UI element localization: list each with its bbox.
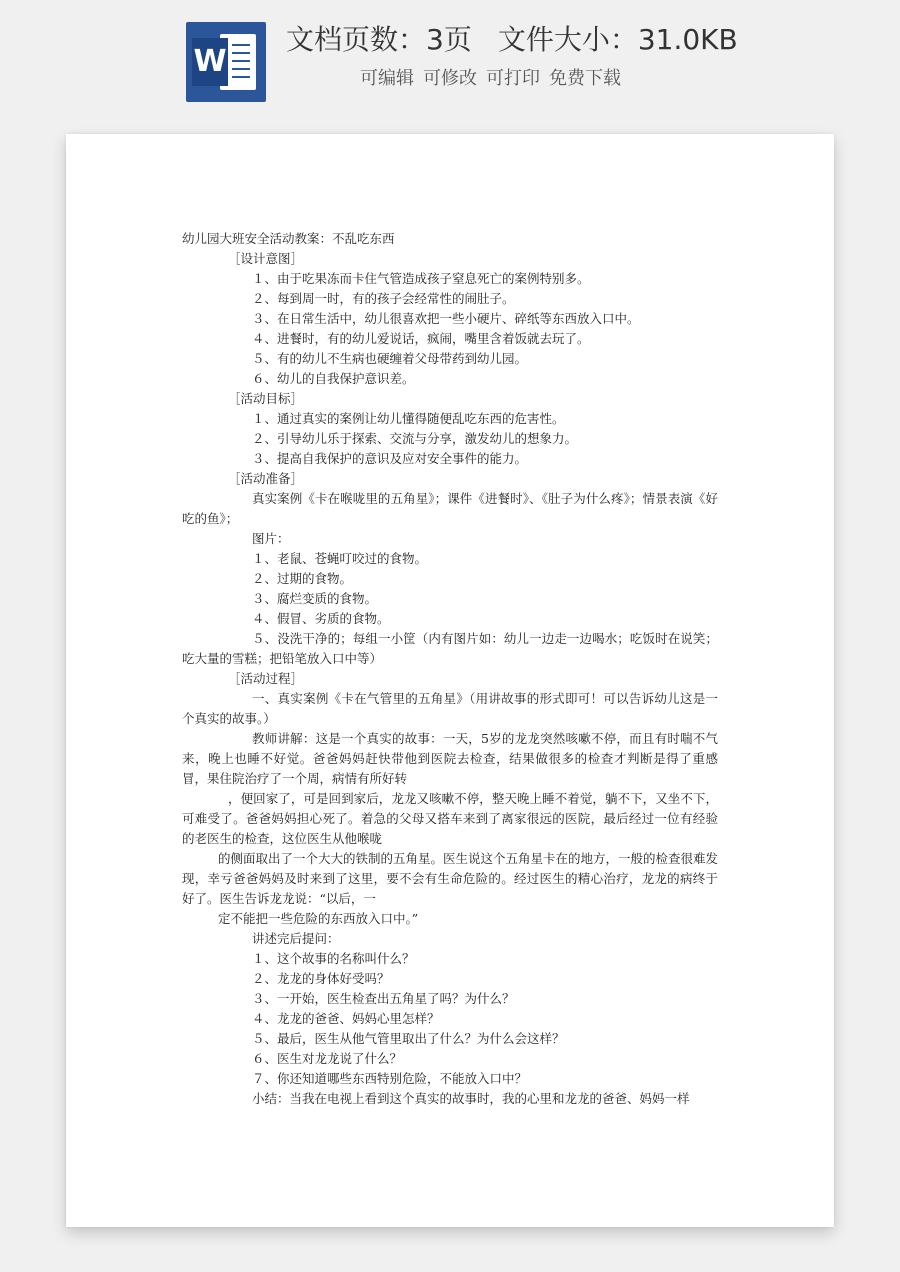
section-heading-goals: ［活动目标］	[228, 391, 304, 406]
list-item: １、由于吃果冻而卡住气管造成孩子窒息死亡的案例特别多。	[252, 271, 590, 286]
page-count: 文档页数：3页	[286, 23, 472, 56]
feature-printable: 可打印	[486, 68, 540, 89]
question-item: ３、一开始，医生检查出五角星了吗？为什么？	[252, 991, 515, 1006]
section-heading-process: ［活动过程］	[228, 671, 304, 686]
summary-paragraph: 小结：当我在电视上看到这个真实的故事时，我的心里和龙龙的爸爸、妈妈一样	[252, 1091, 690, 1106]
feature-list	[360, 67, 780, 91]
list-item: ３、腐烂变质的食物。	[252, 591, 378, 606]
story-paragraph: 的侧面取出了一个大大的铁制的五角星。医生说这个五角星卡在的地方，一般的检查很难发现，幸亏爸爸妈妈及时来到了这里，要不会有生命危险的。经过医生的精心治疗，龙龙的病终于好了。医生告诉龙龙说：“以后，一	[182, 851, 718, 906]
question-item: １、这个故事的名称叫什么？	[252, 951, 415, 966]
file-info	[286, 22, 786, 58]
list-item: ５、有的幼儿不生病也硬缠着父母带药到幼儿园。	[252, 351, 528, 366]
question-item: ７、你还知道哪些东西特别危险，不能放入口中？	[252, 1071, 528, 1086]
list-item: ３、提高自我保护的意识及应对安全事件的能力。	[252, 451, 528, 466]
teacher-explanation-paragraph: 教师讲解：这是一个真实的故事：一天，5岁的龙龙突然咳嗽不停，而且有时喘不气来，晚上也睡不好觉。爸爸妈妈赶快带他到医院去检查，结果做很多的检查才判断是得了重感冒，果住院治疗了一个周，病情有所好转	[182, 731, 718, 786]
list-item: ４、进餐时，有的幼儿爱说话，疯闹，嘴里含着饭就去玩了。	[252, 331, 590, 346]
section-heading-preparation: ［活动准备］	[228, 471, 304, 486]
document-page	[66, 134, 834, 1227]
list-item: １、老鼠、苍蝇叮咬过的食物。	[252, 551, 428, 566]
list-item: ６、幼儿的自我保护意识差。	[252, 371, 415, 386]
document-title: 幼儿园大班安全活动教案：不乱吃东西	[182, 231, 395, 246]
download-banner	[0, 0, 900, 125]
list-item: ２、每到周一时，有的孩子会经常性的闹肚子。	[252, 291, 515, 306]
question-intro: 讲述完后提问：	[252, 931, 340, 946]
word-document-icon	[186, 22, 266, 102]
list-item: ２、引导幼儿乐于探索、交流与分享，激发幼儿的想象力。	[252, 431, 578, 446]
feature-modifiable: 可修改	[423, 68, 477, 89]
list-item: ３、在日常生活中，幼儿很喜欢把一些小硬片、碎纸等东西放入口中。	[252, 311, 640, 326]
list-item: ２、过期的食物。	[252, 571, 353, 586]
question-item: ２、龙龙的身体好受吗？	[252, 971, 390, 986]
document-body	[182, 229, 718, 1109]
story-paragraph: 定不能把一些危险的东西放入口中。”	[218, 911, 419, 926]
section-heading-design: ［设计意图］	[228, 251, 304, 266]
question-item: ６、医生对龙龙说了什么？	[252, 1051, 403, 1066]
list-item: ４、假冒、劣质的食物。	[252, 611, 390, 626]
pictures-label: 图片：	[252, 531, 290, 546]
feature-editable: 可编辑	[360, 68, 414, 89]
preparation-text: 真实案例《卡在喉咙里的五角星》；课件《进餐时》、《肚子为什么疼》；情景表演《好吃的鱼》；	[182, 491, 718, 526]
file-size: 文件大小：31.0KB	[497, 23, 738, 56]
question-item: ４、龙龙的爸爸、妈妈心里怎样？	[252, 1011, 440, 1026]
list-item: １、通过真实的案例让幼儿懂得随便乱吃东西的危害性。	[252, 411, 565, 426]
case-intro-paragraph: 一、真实案例《卡在气管里的五角星》（用讲故事的形式即可！可以告诉幼儿这是一个真实的故事。）	[182, 691, 718, 726]
list-item: ５、没洗干净的；每组一小筐（内有图片如：幼儿一边走一边喝水；吃饭时在说笑；吃大量的雪糕；把铅笔放入口中等）	[182, 631, 718, 666]
question-item: ５、最后，医生从他气管里取出了什么？为什么会这样？	[252, 1031, 565, 1046]
word-icon-letter: W	[192, 38, 228, 86]
feature-free-download: 免费下载	[549, 68, 621, 89]
story-paragraph: ，便回家了，可是回到家后，龙龙又咳嗽不停，整天晚上睡不着觉，躺不下，又坐不下，可难受了。爸爸妈妈担心死了。着急的父母又搭车来到了离家很远的医院，最后经过一位有经验的老医生的检查，这位医生从他喉咙	[182, 791, 718, 846]
